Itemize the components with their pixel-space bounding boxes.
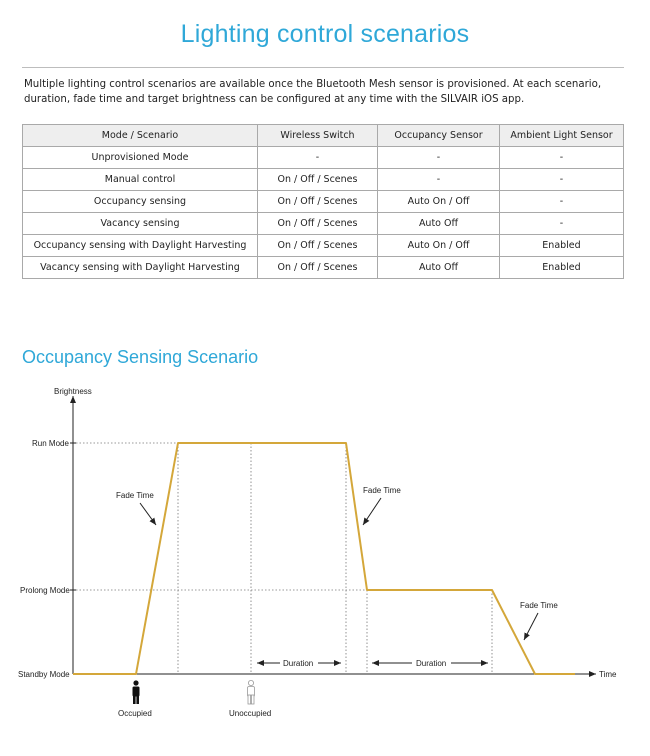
table-cell: Auto On / Off [378,235,500,257]
fade-time-label-1: Fade Time [116,491,154,500]
header-mode: Mode / Scenario [23,125,258,147]
table-header-row [23,125,624,147]
table-cell: - [378,147,500,169]
run-mode-label: Run Mode [32,439,69,448]
occupancy-diagram [0,380,650,730]
table-cell: Unprovisioned Mode [23,147,258,169]
table-cell: - [500,213,624,235]
table-row [23,191,624,213]
table-cell: On / Off / Scenes [258,235,378,257]
brightness-line [73,443,575,674]
table-row [23,213,624,235]
table-cell: - [500,169,624,191]
table-row [23,147,624,169]
header-wireless-switch: Wireless Switch [258,125,378,147]
diagram-title: Occupancy Sensing Scenario [22,347,259,367]
table-cell: - [258,147,378,169]
table-cell: Enabled [500,235,624,257]
y-axis-label: Brightness [54,387,92,396]
table-cell: - [500,147,624,169]
table-cell: Occupancy sensing [23,191,258,213]
x-axis-label: Time [599,670,617,679]
table-cell: - [378,169,500,191]
table-cell: On / Off / Scenes [258,169,378,191]
table-row [23,257,624,279]
table-cell: Manual control [23,169,258,191]
table-cell: Vacancy sensing [23,213,258,235]
header-ambient-light-sensor: Ambient Light Sensor [500,125,624,147]
scenarios-table [22,124,624,279]
table-cell: On / Off / Scenes [258,191,378,213]
intro-paragraph: Multiple lighting control scenarios are available once the Bluetooth Mesh sensor is provisioned. At each scenario, duration, fade time and target brightness can be configured at any time with the SILVAIR iOS app. [24,79,602,105]
page-title: Lighting control scenarios [180,20,470,48]
table-cell: On / Off / Scenes [258,213,378,235]
table-cell: Auto On / Off [378,191,500,213]
unoccupied-label: Unoccupied [229,709,272,718]
occupied-person-icon [133,680,140,704]
table-cell: Auto Off [378,213,500,235]
guide-lines [76,443,492,674]
fade-arrow-2 [363,498,381,525]
table-row [23,235,624,257]
prolong-mode-label: Prolong Mode [20,586,70,595]
table-cell: Enabled [500,257,624,279]
fade-time-label-2: Fade Time [363,486,401,495]
duration-label-2: Duration [416,659,447,668]
fade-arrow-3 [524,613,538,640]
table-cell: Vacancy sensing with Daylight Harvesting [23,257,258,279]
table-row [23,169,624,191]
duration-label-1: Duration [283,659,314,668]
standby-mode-label: Standby Mode [18,670,70,679]
title-divider [22,67,624,68]
fade-arrow-1 [140,503,156,525]
table-cell: - [500,191,624,213]
unoccupied-person-icon [248,680,255,704]
table-cell: On / Off / Scenes [258,257,378,279]
table-cell: Occupancy sensing with Daylight Harvesting [23,235,258,257]
fade-time-label-3: Fade Time [520,601,558,610]
table-cell: Auto Off [378,257,500,279]
occupied-label: Occupied [118,709,152,718]
header-occupancy-sensor: Occupancy Sensor [378,125,500,147]
